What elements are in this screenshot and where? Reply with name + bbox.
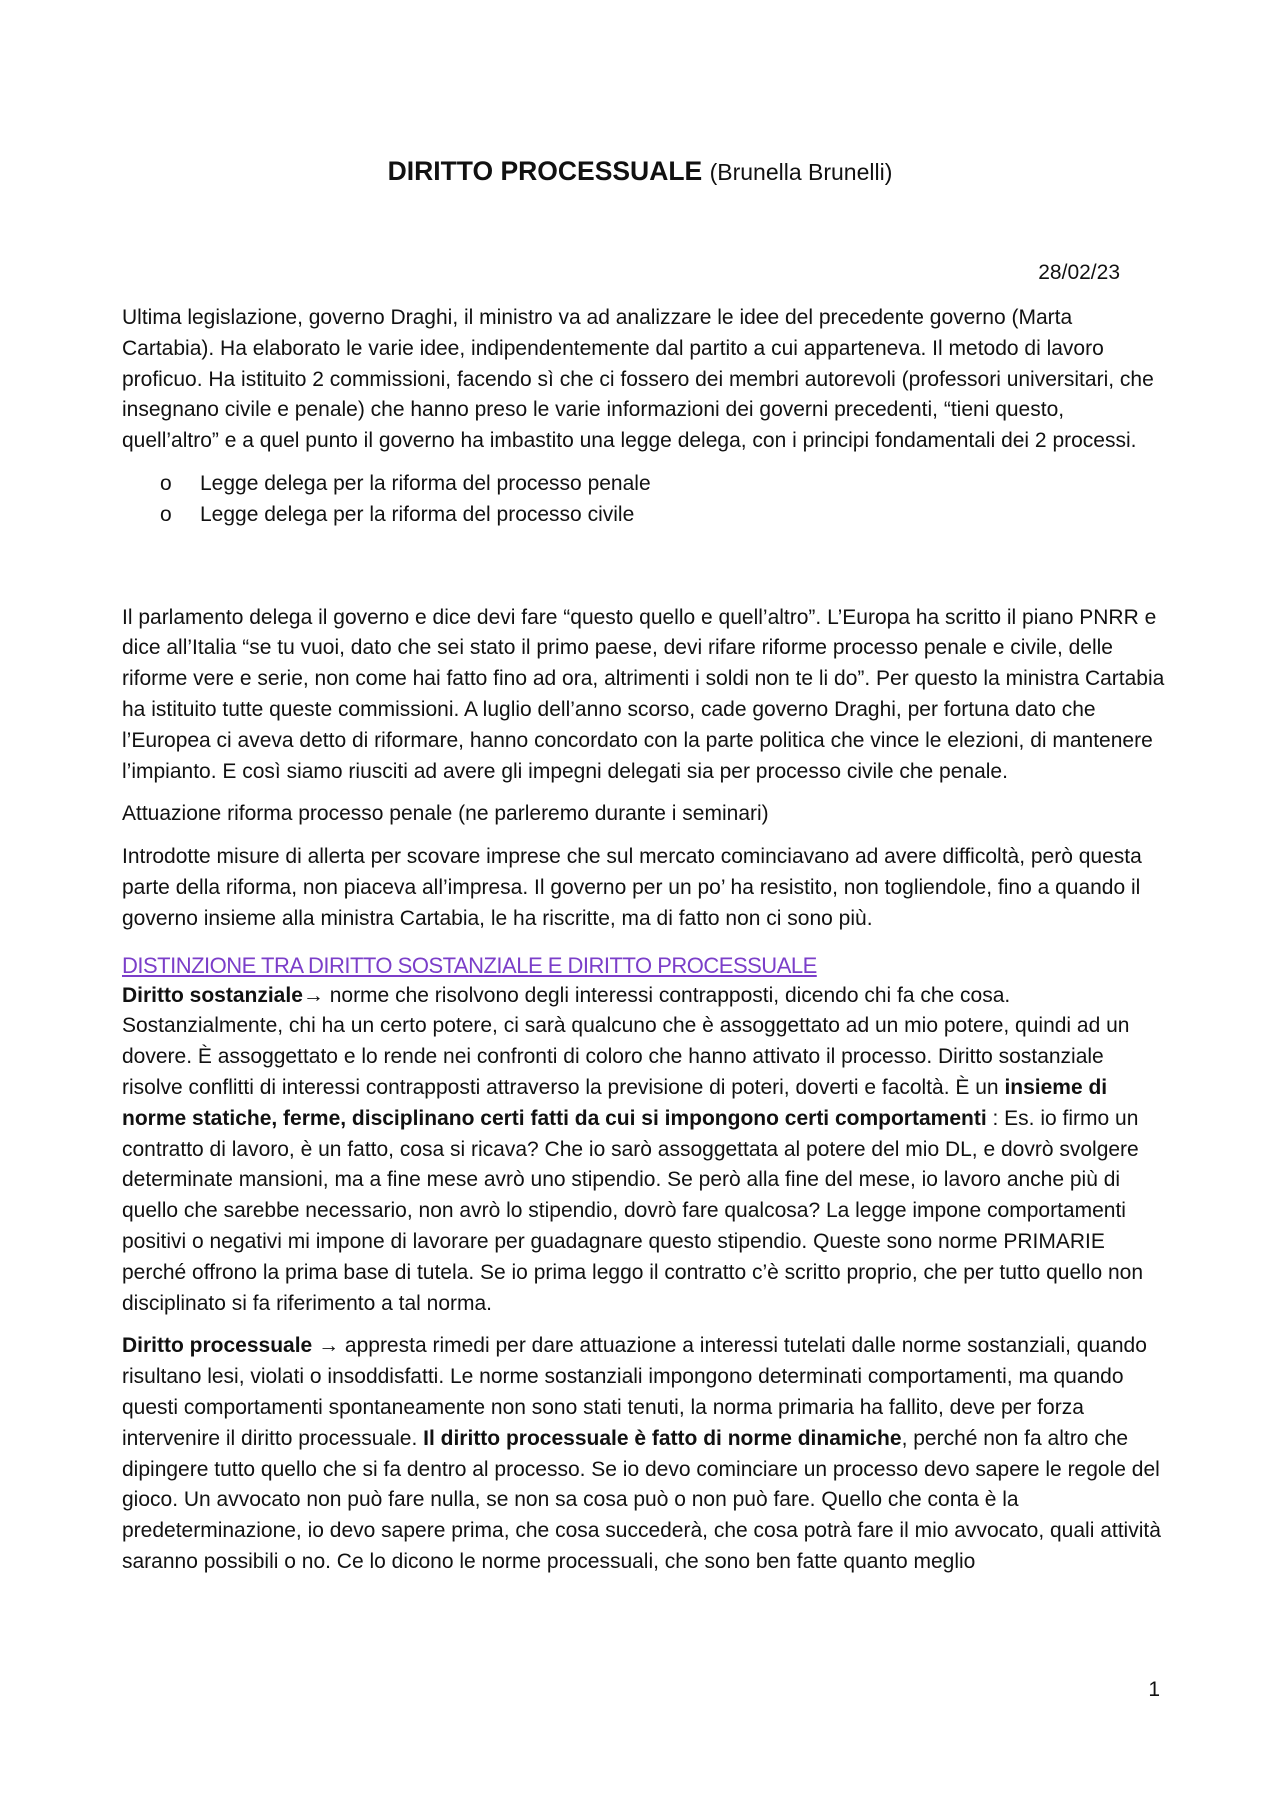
bold-phrase: Il diritto processuale è fatto di norme dinamiche <box>423 1426 902 1450</box>
bullet-marker: o <box>160 502 172 526</box>
lecture-date: 28/02/23 <box>1038 261 1120 284</box>
term-diritto-sostanziale: Diritto sostanziale <box>122 983 303 1007</box>
title-main: DIRITTO PROCESSUALE <box>387 156 703 186</box>
list-item-text: Legge delega per la riforma del processo civile <box>200 502 635 526</box>
intro-paragraph: Ultima legislazione, governo Draghi, il ministro va ad analizzare le idee del precedente governo (Marta Cartabia). Ha elaborato le varie idee, indipendentemente dal partito a cui apparteneva. Il metodo di lavoro proficuo. Ha istituito 2 commissioni, facendo sì che ci fossero dei membri autorevoli (professori universitari, che insegnano civile e penale) che hanno preso le varie informazioni dei governi precedenti, “tieni questo, quell’altro” e a quel punto il governo ha imbastito una legge delega, con i principi fondamentali dei 2 processi. <box>122 306 1154 453</box>
paragraph-diritto-sostanziale <box>122 981 1166 1320</box>
paragraph-parlamento: Il parlamento delega il governo e dice devi fare “questo quello e quell’altro”. L’Europa ha scritto il piano PNRR e dice all’Italia “se tu vuoi, dato che sei stato il primo paese, devi rifare riforme processo penale e civile, delle riforme vere e serie, non come hai fatto fino ad ora, altrimenti i soldi non te li do”. Per questo la ministra Cartabia ha istituito tutte queste commissioni. A luglio dell’anno scorso, cade governo Draghi, per fortuna dato che l’Europea ci aveva detto di riformare, hanno concordato con la parte politica che vince le elezioni, di mantenere l’impianto. E così siamo riusciti ad avere gli impegni delegati sia per processo civile che penale. <box>122 605 1165 783</box>
section-heading: DISTINZIONE TRA DIRITTO SOSTANZIALE E DIRITTO PROCESSUALE <box>122 952 817 978</box>
bullet-list <box>122 469 1166 531</box>
bullet-marker: o <box>160 471 172 495</box>
title-author: (Brunella Brunelli) <box>709 159 893 185</box>
paragraph-misure: Introdotte misure di allerta per scovare imprese che sul mercato cominciavano ad avere difficoltà, però questa parte della riforma, non piaceva all’impresa. Il governo per un po’ ha resistito, non togliendole, fino a quando il governo insieme alla ministra Cartabia, le ha riscritte, ma di fatto non ci sono più. <box>122 845 1142 930</box>
paragraph-text: : Es. io firmo un contratto di lavoro, è un fatto, cosa si ricava? Che io sarò assoggettata al potere del mio DL, e dovrò svolgere determinate mansioni, ma a fine mese avrò uno stipendio. Se però alla fine del mese, io lavoro anche più di quello che sarebbe necessario, non avrò lo stipendio, dovrò fare qualcosa? La legge impone comportamenti positivi o negativi mi impone di lavorare per guadagnare questo stipendio. Queste sono norme PRIMARIE perché offrono la prima base di tutela. Se io prima leggo il contratto c’è scritto proprio, che per tutto quello non disciplinato si fa riferimento a tal norma. <box>122 1106 1144 1315</box>
arrow-icon: → <box>302 983 324 1007</box>
bold-phrase: insieme di norme statiche, ferme, disciplinano certi fatti da cui si impongono certi comportamenti <box>122 1075 1108 1130</box>
term-diritto-processuale: Diritto processuale <box>122 1334 313 1358</box>
paragraph-attuazione: Attuazione riforma processo penale (ne parleremo durante i seminari) <box>122 802 769 826</box>
paragraph-diritto-processuale <box>122 1331 1166 1577</box>
paragraph-text: appresta rimedi per dare attuazione a interessi tutelati dalle norme sostanziali, quando risultano lesi, violati o insoddisfatti. Le norme sostanziali impongono determinati comportamenti, ma quando questi comportamenti spontaneamente non sono stati tenuti, la norma primaria ha fallito, deve per forza intervenire il diritto processuale. <box>122 1334 1147 1450</box>
page-title <box>0 154 1280 189</box>
document-body <box>122 303 1166 1590</box>
list-item <box>122 469 1166 500</box>
page-number: 1 <box>1148 1678 1160 1701</box>
list-item <box>122 500 1166 531</box>
spacer <box>122 531 1166 603</box>
list-item-text: Legge delega per la riforma del processo penale <box>200 471 651 495</box>
paragraph-text: norme che risolvono degli interessi contrapposti, dicendo chi fa che cosa. Sostanzialmente, chi ha un certo potere, ci sarà qualcuno che è assoggettato ad un mio potere, quindi ad un dovere. È assoggettato e lo rende nei confronti di coloro che hanno attivato il processo. Diritto sostanziale risolve conflitti di interessi contrapposti attraverso la previsione di poteri, doverti e facoltà. È un <box>122 983 1130 1099</box>
paragraph-text: , perché non fa altro che dipingere tutto quello che si fa dentro al processo. Se io devo cominciare un processo devo sapere le regole del gioco. Un avvocato non può fare nulla, se non sa cosa può o non può fare. Quello che conta è la predeterminazione, io devo sapere prima, che cosa succederà, che cosa potrà fare il mio avvocato, quali attività saranno possibili o no. Ce lo dicono le norme processuali, che sono ben fatte quanto meglio <box>122 1426 1161 1573</box>
arrow-icon: → <box>312 1334 345 1358</box>
